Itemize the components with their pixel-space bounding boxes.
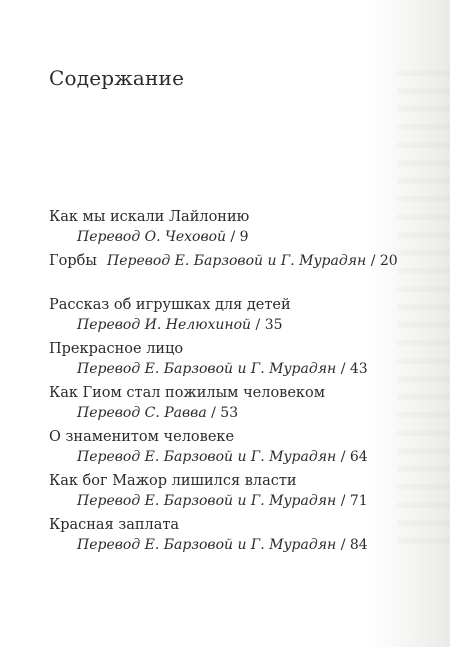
translator-credit: Перевод Е. Барзовой и Г. Мурадян [77, 361, 337, 377]
toc-entry [49, 472, 409, 516]
toc-entry-credit [77, 228, 249, 246]
toc-entry [49, 384, 409, 428]
toc-entry [49, 428, 409, 472]
toc-entry [49, 516, 409, 560]
toc-entry-credit [77, 360, 368, 378]
toc-entry-credit [77, 492, 368, 510]
toc-entry-credit [77, 404, 238, 422]
page-number: / 20 [370, 253, 398, 269]
toc-entry-credit [77, 316, 283, 334]
toc-entry-title: Прекрасное лицо [49, 341, 184, 357]
table-of-contents [49, 208, 409, 560]
toc-entry-title: Горбы [49, 253, 97, 269]
page-title: Содержание [49, 66, 185, 90]
translator-credit: Перевод Е. Барзовой и Г. Мурадян [77, 493, 337, 509]
toc-entry-title: Как мы искали Лайлонию [49, 209, 250, 225]
translator-credit: Перевод С. Равва [77, 405, 207, 421]
translator-credit: Перевод Е. Барзовой и Г. Мурадян [77, 537, 337, 553]
toc-entry-credit [77, 536, 368, 554]
toc-entry [49, 296, 409, 340]
toc-entry-title: О знаменитом человеке [49, 429, 235, 445]
page-number: / 71 [340, 493, 368, 509]
translator-credit: Перевод И. Нелюхиной [77, 317, 252, 333]
toc-entry-title: Как бог Мажор лишился власти [49, 473, 297, 489]
toc-entry-title: Как Гиом стал пожилым человеком [49, 385, 325, 401]
toc-entry [49, 208, 409, 252]
page-number: / 64 [340, 449, 368, 465]
toc-entry-title: Красная заплата [49, 517, 180, 533]
page-number: / 35 [255, 317, 283, 333]
toc-entry [49, 340, 409, 384]
page-number: / 84 [340, 537, 368, 553]
toc-entry-title: Рассказ об игрушках для детей [49, 297, 291, 313]
page-number: / 53 [211, 405, 239, 421]
page-number: / 9 [230, 229, 249, 245]
toc-entry [49, 252, 409, 296]
toc-entry-credit [107, 252, 398, 270]
translator-credit: Перевод О. Чеховой [77, 229, 227, 245]
translator-credit: Перевод Е. Барзовой и Г. Мурадян [77, 449, 337, 465]
page-number: / 43 [340, 361, 368, 377]
toc-entry-credit [77, 448, 368, 466]
translator-credit: Перевод Е. Барзовой и Г. Мурадян [107, 253, 367, 269]
